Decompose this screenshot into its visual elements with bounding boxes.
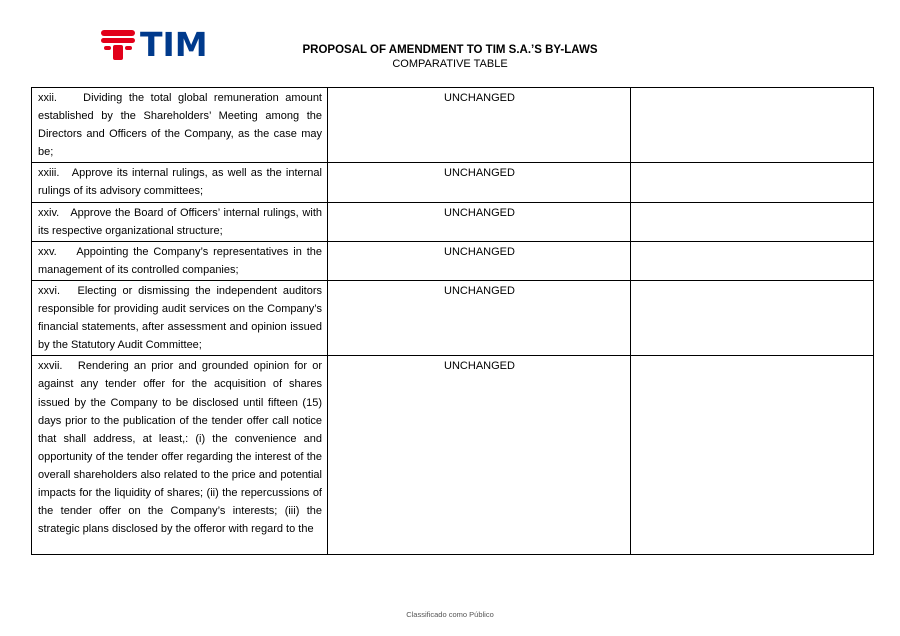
tim-logo (101, 25, 208, 64)
document-subtitle: COMPARATIVE TABLE (392, 58, 508, 70)
classification-footer: Classificado como Público (406, 610, 494, 619)
proposed-text-cell: UNCHANGED (328, 88, 631, 163)
current-text-cell: xxiv. Approve the Board of Officers’ internal rulings, with its respective organizational structure; (32, 202, 328, 241)
proposed-text-cell: UNCHANGED (328, 163, 631, 202)
justification-cell (631, 280, 874, 355)
document-title: PROPOSAL OF AMENDMENT TO TIM S.A.’S BY-LAWS (302, 44, 598, 56)
table-row (32, 241, 874, 280)
table-row (32, 163, 874, 202)
current-text-cell: xxv. Appointing the Company’s representatives in the management of its controlled companies; (32, 241, 328, 280)
proposed-text-cell: UNCHANGED (328, 356, 631, 555)
logo-wordmark: TIM (140, 25, 208, 64)
current-text-cell: xxvii. Rendering an prior and grounded opinion for or against any tender offer for the acquisition of shares issued by the Company to be disclosed until fifteen (15) days prior to the publication of the tender offer call notice that shall address, at least,: (i) the convenience and opportunity of the tender offer regarding the interest of the overall shareholders also related to the price and potential impacts for the liquidity of shares; (ii) the repercussions of the tender offer on the Company’s interests; (iii) the strategic plans disclosed by the offeror with regard to the (32, 356, 328, 555)
justification-cell (631, 163, 874, 202)
justification-cell (631, 356, 874, 555)
comparative-table (31, 87, 874, 555)
justification-cell (631, 88, 874, 163)
document-header (250, 43, 650, 72)
table-row (32, 202, 874, 241)
tim-logo-stripes-icon (101, 30, 135, 60)
justification-cell (631, 241, 874, 280)
current-text-cell: xxvi. Electing or dismissing the independent auditors responsible for providing audit services on the Company’s financial statements, after assessment and opinion issued by the Statutory Audit Committee; (32, 280, 328, 355)
proposed-text-cell: UNCHANGED (328, 280, 631, 355)
current-text-cell: xxii. Dividing the total global remuneration amount established by the Shareholders’ Meeting among the Directors and Officers of the Company, as the case may be; (32, 88, 328, 163)
current-text-cell: xxiii. Approve its internal rulings, as well as the internal rulings of its advisory committees; (32, 163, 328, 202)
table-row (32, 356, 874, 555)
table-row (32, 88, 874, 163)
proposed-text-cell: UNCHANGED (328, 241, 631, 280)
proposed-text-cell: UNCHANGED (328, 202, 631, 241)
table-row (32, 280, 874, 355)
justification-cell (631, 202, 874, 241)
